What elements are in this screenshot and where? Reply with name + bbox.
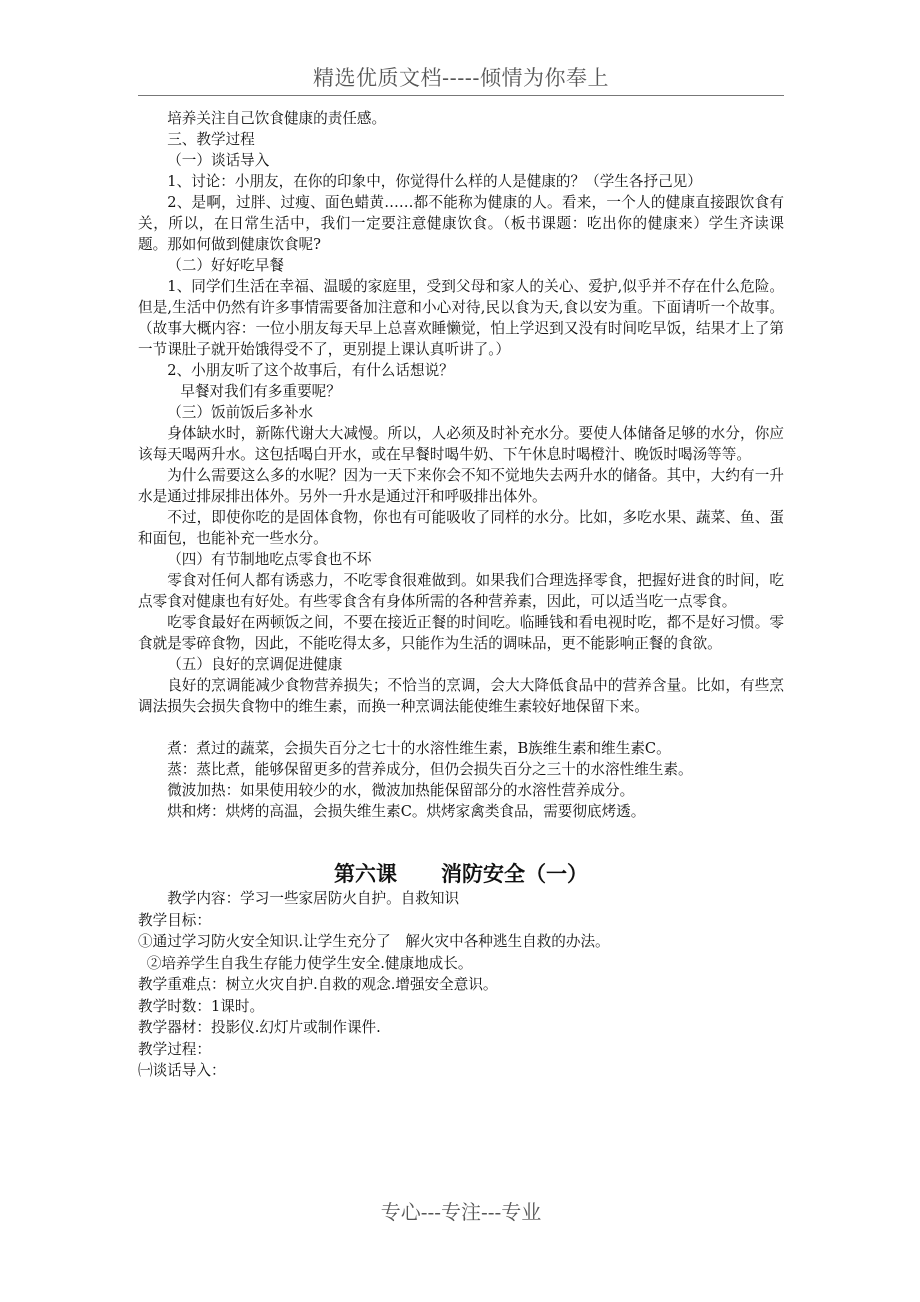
paragraph: 早餐对我们有多重要呢？ — [180, 383, 341, 400]
paragraph: 2、是啊，过胖、过瘦、面色蜡黄……都不能称为健康的人。看来，一个人的健康直接跟饮食有关，所以，在日常生活中，我们一定要注意健康饮食。（板书课题：吃出你的健康来）学生齐读课题。那如何做到健康饮食呢? — [138, 194, 784, 253]
paragraph: 不过，即使你吃的是固体食物，你也有可能吸收了同样的水分。比如，多吃水果、蔬菜、鱼、蛋和面包，也能补充一些水分。 — [138, 509, 784, 547]
paragraph: 烘和烤：烘烤的高温，会损失维生素C。烘烤家禽类食品，需要彻底烤透。 — [167, 803, 646, 820]
subsection-heading: （一）谈话导入 — [167, 152, 270, 169]
section-heading: 三、教学过程 — [167, 131, 255, 148]
document-body — [138, 108, 784, 1082]
paragraph: 零食对任何人都有诱惑力，不吃零食很难做到。如果我们合理选择零食，把握好进食的时间，吃点零食对健康也有好处。有些零食含有身体所需的各种营养素，因此，可以适当吃一点零食。 — [138, 572, 784, 610]
header-divider — [138, 95, 784, 96]
paragraph: 教学过程： — [138, 1040, 211, 1058]
list-item: ①通过学习防火安全知识.让学生充分了 解火灾中各种逃生自救的办法。 — [138, 933, 610, 950]
paragraph: 身体缺水时，新陈代谢大大减慢。所以，人必须及时补充水分。要使人体储备足够的水分，你应该每天喝两升水。这包括喝白开水，或在早餐时喝牛奶、下午休息时喝橙汁、晚饭时喝汤等等。 — [138, 425, 784, 463]
paragraph: 教学内容：学习一些家居防火自护。自救知识 — [167, 890, 460, 907]
paragraph: 煮：煮过的蔬菜，会损失百分之七十的水溶性维生素，B族维生素和维生素C。 — [167, 740, 671, 757]
paragraph: 蒸：蒸比煮，能够保留更多的营养成分，但仍会损失百分之三十的水溶性维生素。 — [167, 761, 693, 778]
page-header: 精选优质文档-----倾情为你奉上 — [313, 66, 609, 90]
list-item: ②培养学生自我生存能力使学生安全.健康地成长。 — [146, 954, 473, 972]
page-footer: 专心---专注---专业 — [380, 1200, 542, 1224]
paragraph: 教学重难点：树立火灾自护.自救的观念.增强安全意识。 — [138, 976, 498, 993]
subsection-heading: （三）饭前饭后多补水 — [167, 404, 314, 421]
paragraph: 教学器材：投影仪.幻灯片或制作课件. — [138, 1019, 381, 1036]
paragraph: 2、小朋友听了这个故事后，有什么话想说？ — [167, 362, 454, 379]
paragraph: 吃零食最好在两顿饭之间，不要在接近正餐的时间吃。临睡钱和看电视时吃，都不是好习惯。零食就是零碎食物，因此，不能吃得太多，只能作为生活的调味品，更不能影响正餐的食欲。 — [138, 614, 784, 652]
paragraph: 培养关注自己饮食健康的责任感。 — [167, 110, 387, 127]
paragraph: 微波加热：如果使用较少的水，微波加热能保留部分的水溶性营养成分。 — [167, 782, 635, 799]
paragraph: 教学目标： — [138, 911, 211, 929]
paragraph: ㈠谈话导入： — [138, 1062, 226, 1079]
paragraph: 教学时数：1课时。 — [138, 997, 265, 1015]
paragraph: 1、讨论：小朋友，在你的印象中，你觉得什么样的人是健康的？（学生各抒己见） — [167, 173, 702, 190]
paragraph: 为什么需要这么多的水呢？因为一天下来你会不知不觉地失去两升水的储备。其中，大约有一升水是通过排尿排出体外。另外一升水是通过汗和呼吸排出体外。 — [138, 467, 784, 505]
lesson-title — [138, 860, 784, 888]
lesson-name: 消防安全（一） — [441, 861, 588, 886]
blank-line — [138, 717, 784, 738]
paragraph: 1、同学们生活在幸福、温暖的家庭里，受到父母和家人的关心、爱护,似乎并不存在什么危险。但是,生活中仍然有许多事情需要备加注意和小心对待,民以食为天,食以安为重。下面请听一个故事。（故事大概内容：一位小朋友每天早上总喜欢睡懒觉，怕上学迟到又没有时间吃早饭，结果才上了第一节课肚子就开始饿得受不了，更别提上课认真听讲了。） — [138, 278, 784, 358]
subsection-heading: （四）有节制地吃点零食也不坏 — [167, 551, 372, 568]
lesson-number: 第六课 — [334, 861, 397, 886]
subsection-heading: （二）好好吃早餐 — [167, 257, 284, 274]
subsection-heading: （五）良好的烹调促进健康 — [167, 656, 343, 673]
paragraph: 良好的烹调能减少食物营养损失；不恰当的烹调，会大大降低食品中的营养含量。比如，有些烹调法损失会损失食物中的维生素，而换一种烹调法能使维生素较好地保留下来。 — [138, 677, 784, 715]
